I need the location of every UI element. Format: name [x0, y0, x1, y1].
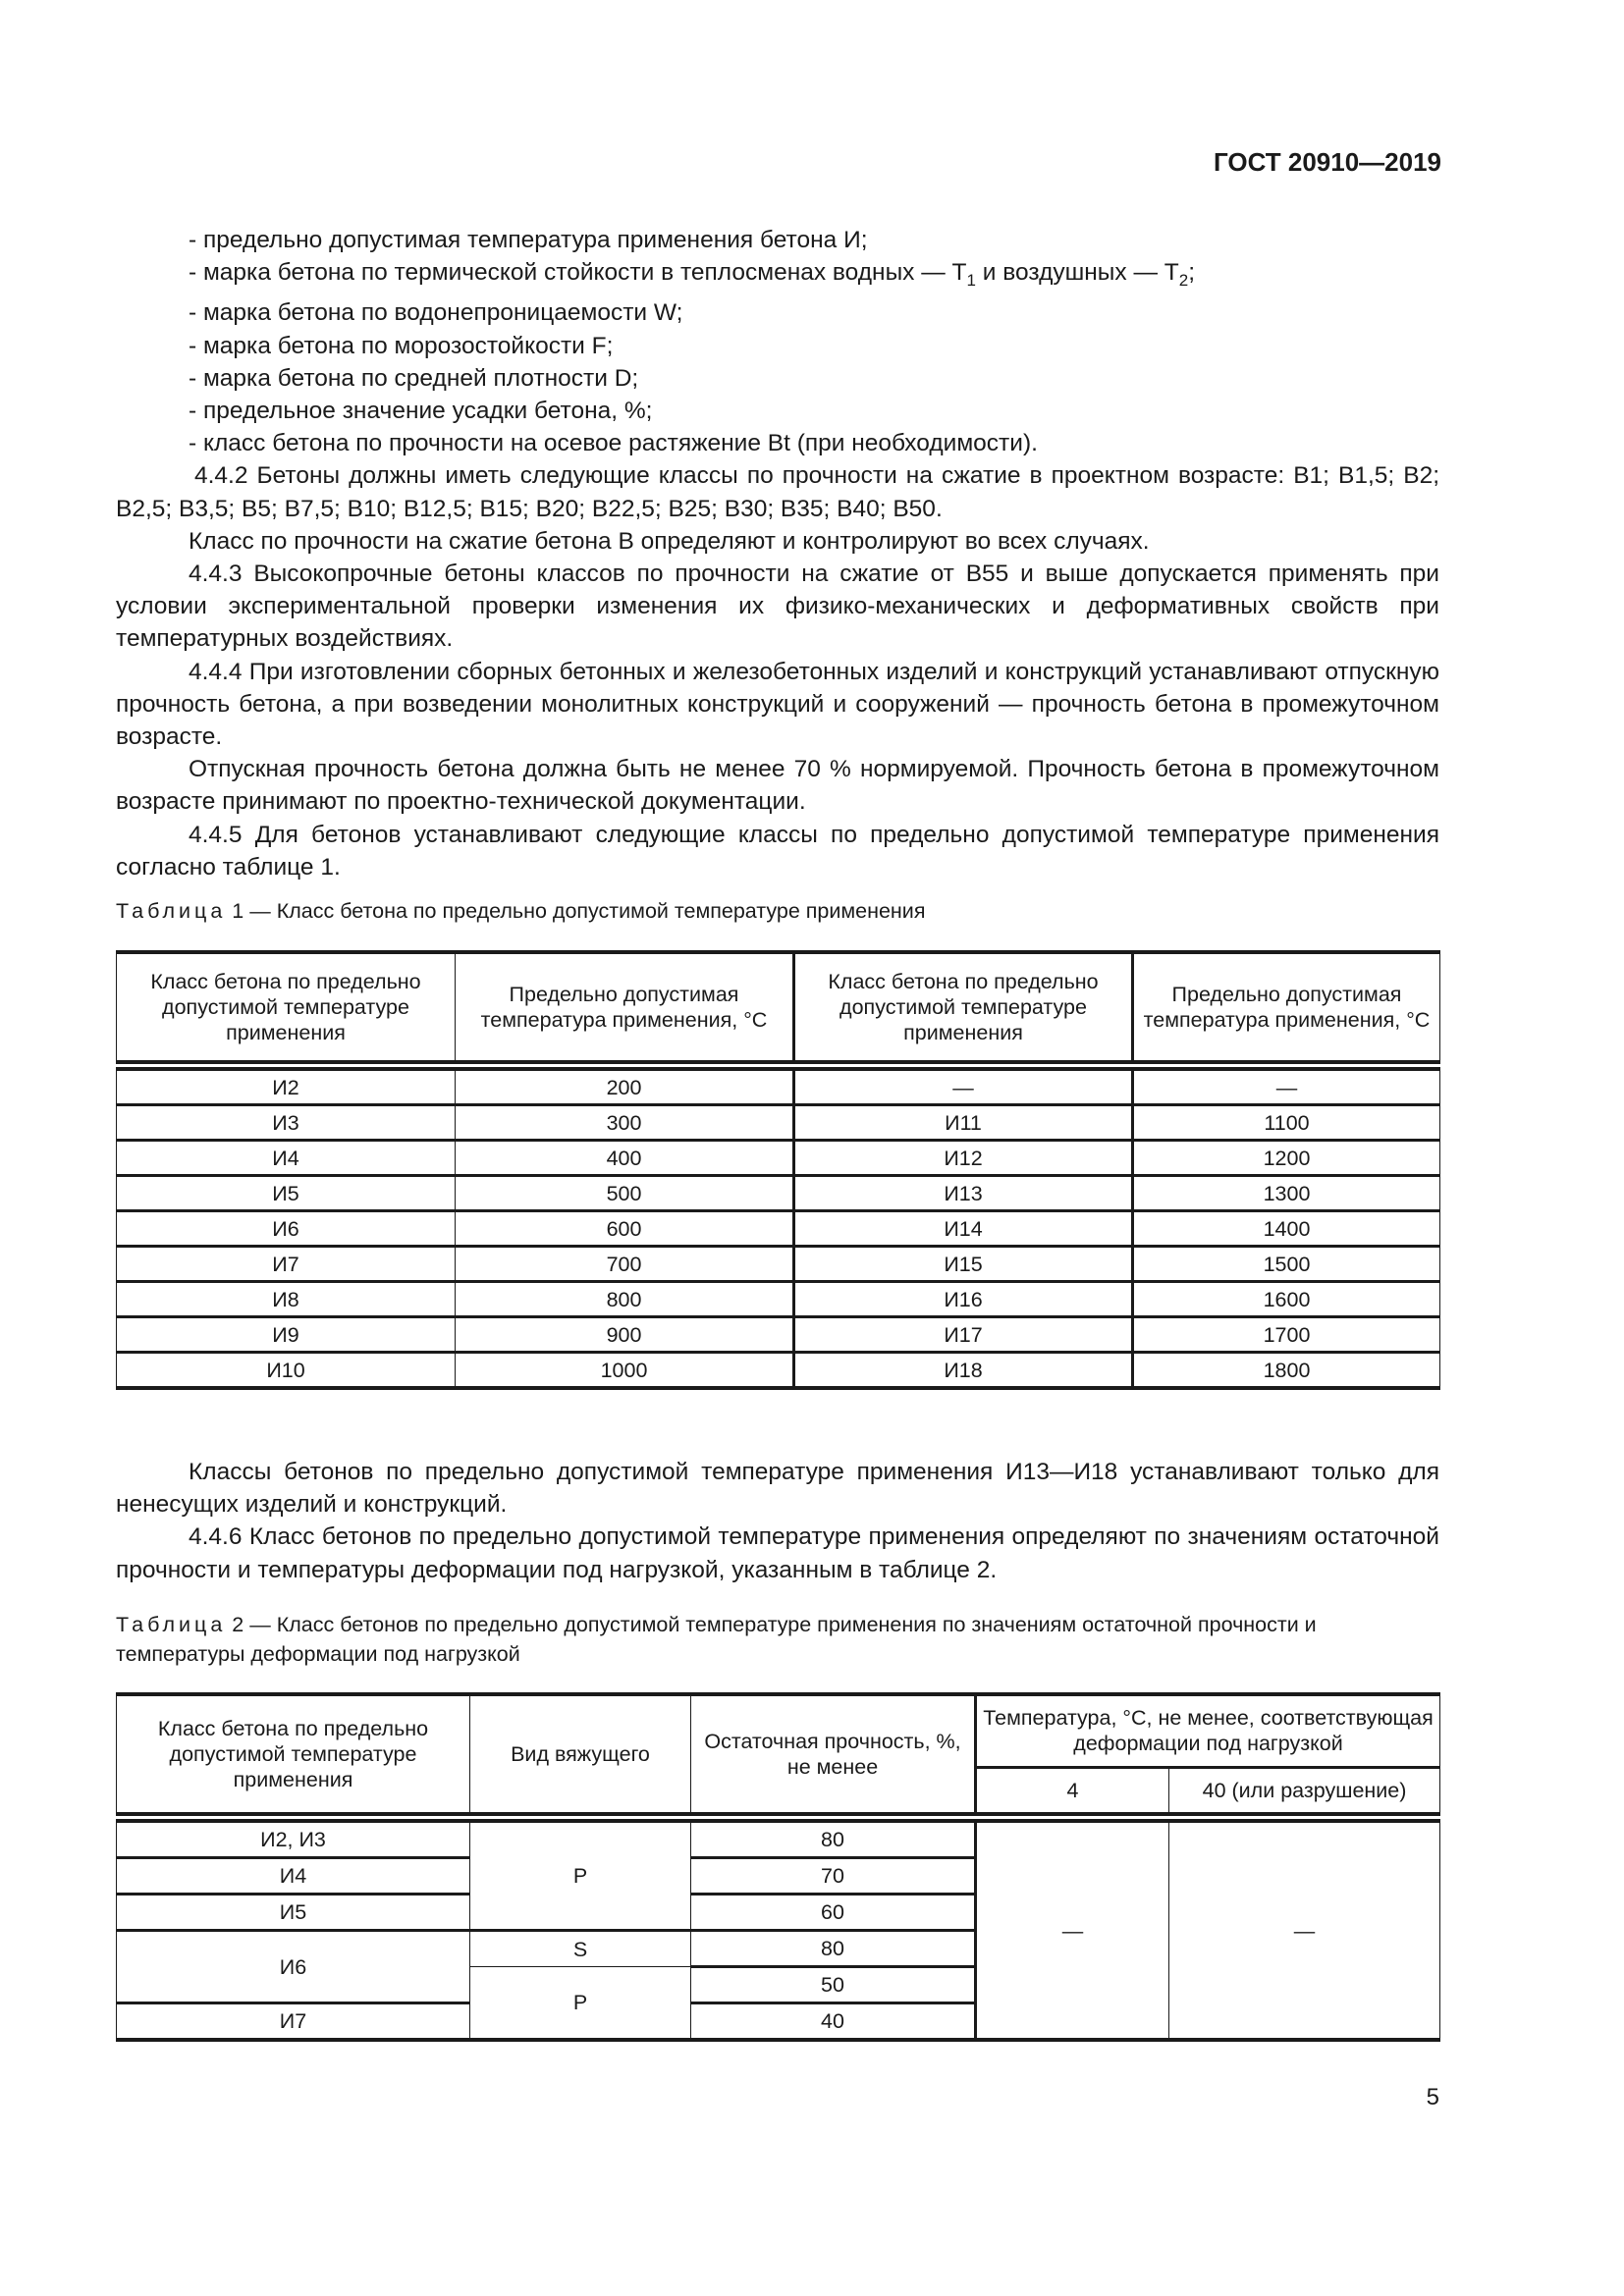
list-item-text: ; — [1188, 259, 1196, 287]
cell: 400 — [456, 1141, 794, 1176]
paragraph-4-4-2: 4.4.2 Бетоны должны иметь следующие классы по прочности на сжатие в проектном возрасте: B1; B1,5; B2; B2,5; B3,5; B5; B7,5; B10; B12,5; B15; B20; B22,5; B25; B30; B35; B40; B50. — [116, 462, 1439, 522]
table1-header-cell: Предельно допустимая температура применения, °C — [1133, 952, 1440, 1062]
cell: 300 — [456, 1105, 794, 1141]
cell: И11 — [794, 1105, 1133, 1141]
list-item: - предельное значение усадки бетона, %; — [189, 398, 653, 425]
separator — [117, 1062, 1440, 1069]
table-row — [117, 1821, 1440, 1858]
list-item-text: - марка бетона по термической стойкости в теплосменах водных — T — [189, 259, 967, 287]
table2-header-row — [117, 1694, 1440, 1767]
list-item-thermal — [116, 256, 1439, 296]
caption-label: Таблица — [116, 1613, 227, 1636]
table-row — [117, 1176, 1440, 1211]
paragraph-classes-note: Классы бетонов по предельно допустимой температуре применения И13—И18 устанавливают только для ненесущих изделий и конструкций. — [116, 1459, 1439, 1519]
cell: 1800 — [1133, 1353, 1440, 1389]
cell: 1400 — [1133, 1211, 1440, 1247]
table2-header-cell: Класс бетона по предельно допустимой температуре применения — [117, 1694, 470, 1814]
table-row — [117, 1141, 1440, 1176]
cell: И2 — [117, 1069, 456, 1105]
table2-caption — [116, 1610, 1439, 1669]
list-item: - марка бетона по средней плотности D; — [189, 364, 639, 392]
cell: 1600 — [1133, 1282, 1440, 1317]
table1-header-row — [117, 952, 1440, 1062]
cell: 600 — [456, 1211, 794, 1247]
list-item: - марка бетона по водонепроницаемости W; — [189, 299, 683, 327]
cell-residual: 60 — [691, 1895, 976, 1931]
cell-class: И2, И3 — [117, 1821, 470, 1858]
table1-header-cell: Класс бетона по предельно допустимой температуре применения — [117, 952, 456, 1062]
table2-header-separator — [117, 1814, 1440, 1821]
paragraph-4-4-5: 4.4.5 Для бетонов устанавливают следующие классы по предельно допустимой температуре применения согласно таблице 1. — [116, 821, 1439, 881]
cell: И18 — [794, 1353, 1133, 1389]
cell: 1700 — [1133, 1317, 1440, 1353]
paragraph-4-4-2-note: Класс по прочности на сжатие бетона B определяют и контролируют во всех случаях. — [189, 527, 1150, 555]
cell: 900 — [456, 1317, 794, 1353]
cell: 200 — [456, 1069, 794, 1105]
cell: — — [794, 1069, 1133, 1105]
table2-header-cell: 40 (или разрушение) — [1169, 1767, 1440, 1814]
paragraph-4-4-4: 4.4.4 При изготовлении сборных бетонных и железобетонных изделий и конструкций устанавливают отпускную прочность бетона, а при возведении монолитных конструкций и сооружений — прочность бетона в промежуточном возрасте. — [116, 658, 1439, 751]
cell-binder: S — [470, 1931, 691, 1967]
cell: И12 — [794, 1141, 1133, 1176]
cell: — — [1133, 1069, 1440, 1105]
cell: И17 — [794, 1317, 1133, 1353]
caption-text: — Класс бетона по предельно допустимой температуре применения — [249, 899, 926, 923]
cell: И14 — [794, 1211, 1133, 1247]
body-text-after-table1 — [116, 1456, 1439, 1586]
cell-residual: 40 — [691, 2003, 976, 2041]
cell-binder: P — [470, 1967, 691, 2041]
list-item: - предельно допустимая температура применения бетона И; — [189, 227, 868, 253]
caption-number: 2 — [232, 1613, 244, 1636]
body-text — [116, 224, 1439, 883]
subscript: 2 — [1178, 271, 1189, 291]
subscript: 1 — [966, 271, 976, 291]
cell: И9 — [117, 1317, 456, 1353]
cell-residual: 50 — [691, 1967, 976, 2003]
cell: 1500 — [1133, 1247, 1440, 1282]
cell: И13 — [794, 1176, 1133, 1211]
list-item-text: и воздушных — T — [975, 259, 1179, 287]
cell-class: И7 — [117, 2003, 470, 2041]
separator — [117, 1814, 1440, 1821]
caption-label: Таблица — [116, 899, 227, 923]
cell-class: И5 — [117, 1895, 470, 1931]
cell: И8 — [117, 1282, 456, 1317]
cell: 500 — [456, 1176, 794, 1211]
table2 — [116, 1692, 1440, 2042]
cell: И7 — [117, 1247, 456, 1282]
table1-header-cell: Класс бетона по предельно допустимой температуре применения — [794, 952, 1133, 1062]
cell-residual: 70 — [691, 1858, 976, 1895]
cell: 700 — [456, 1247, 794, 1282]
table2-header-group-cell: Температура, °C, не менее, соответствующая деформации под нагрузкой — [976, 1694, 1440, 1767]
paragraph-4-4-6: 4.4.6 Класс бетонов по предельно допустимой температуре применения определяют по значениям остаточной прочности и температуры деформации под нагрузкой, указанным в таблице 2. — [116, 1523, 1439, 1583]
table2-header-cell: 4 — [976, 1767, 1169, 1814]
caption-number: 1 — [232, 899, 244, 923]
table-row — [117, 1353, 1440, 1389]
cell-class: И4 — [117, 1858, 470, 1895]
cell: И15 — [794, 1247, 1133, 1282]
table-row — [117, 1105, 1440, 1141]
cell: 1000 — [456, 1353, 794, 1389]
page-number: 5 — [1426, 2084, 1439, 2110]
cell-class: И6 — [117, 1931, 470, 2003]
table-row — [117, 1247, 1440, 1282]
cell: 1100 — [1133, 1105, 1440, 1141]
list-item: - класс бетона по прочности на осевое растяжение Bt (при необходимости). — [189, 430, 1038, 457]
paragraph-4-4-3: 4.4.3 Высокопрочные бетоны классов по прочности на сжатие от B55 и выше допускается применять при условии экспериментальной проверки изменения их физико-механических и деформативных свойств при температурных воздействиях. — [116, 561, 1439, 653]
cell-temp-40: — — [1169, 1821, 1440, 2040]
table1 — [116, 950, 1440, 1390]
table1-header-separator — [117, 1062, 1440, 1069]
table1-caption — [116, 896, 1439, 926]
cell: 1300 — [1133, 1176, 1440, 1211]
cell: И6 — [117, 1211, 456, 1247]
table2-header-cell: Остаточная прочность, %, не менее — [691, 1694, 976, 1814]
cell: И10 — [117, 1353, 456, 1389]
cell: 1200 — [1133, 1141, 1440, 1176]
cell: И5 — [117, 1176, 456, 1211]
cell: И4 — [117, 1141, 456, 1176]
table2-header-cell: Вид вяжущего — [470, 1694, 691, 1814]
cell: И16 — [794, 1282, 1133, 1317]
cell: 800 — [456, 1282, 794, 1317]
cell-binder: P — [470, 1821, 691, 1931]
list-item: - марка бетона по морозостойкости F; — [189, 332, 614, 359]
caption-text: — Класс бетонов по предельно допустимой температуре применения по значениям остаточной прочности и температуры деформации под нагрузкой — [116, 1613, 1317, 1666]
table-row — [117, 1282, 1440, 1317]
cell-residual: 80 — [691, 1821, 976, 1858]
table-row — [117, 1069, 1440, 1105]
cell: И3 — [117, 1105, 456, 1141]
table-row — [117, 1317, 1440, 1353]
table-row — [117, 1211, 1440, 1247]
paragraph-4-4-4-note: Отпускная прочность бетона должна быть не менее 70 % нормируемой. Прочность бетона в промежуточном возрасте принимают по проектно-технической документации. — [116, 756, 1439, 816]
cell-residual: 80 — [691, 1931, 976, 1967]
table1-header-cell: Предельно допустимая температура применения, °C — [456, 952, 794, 1062]
document-header-id: ГОСТ 20910—2019 — [1214, 147, 1441, 177]
cell-temp-4: — — [976, 1821, 1169, 2040]
